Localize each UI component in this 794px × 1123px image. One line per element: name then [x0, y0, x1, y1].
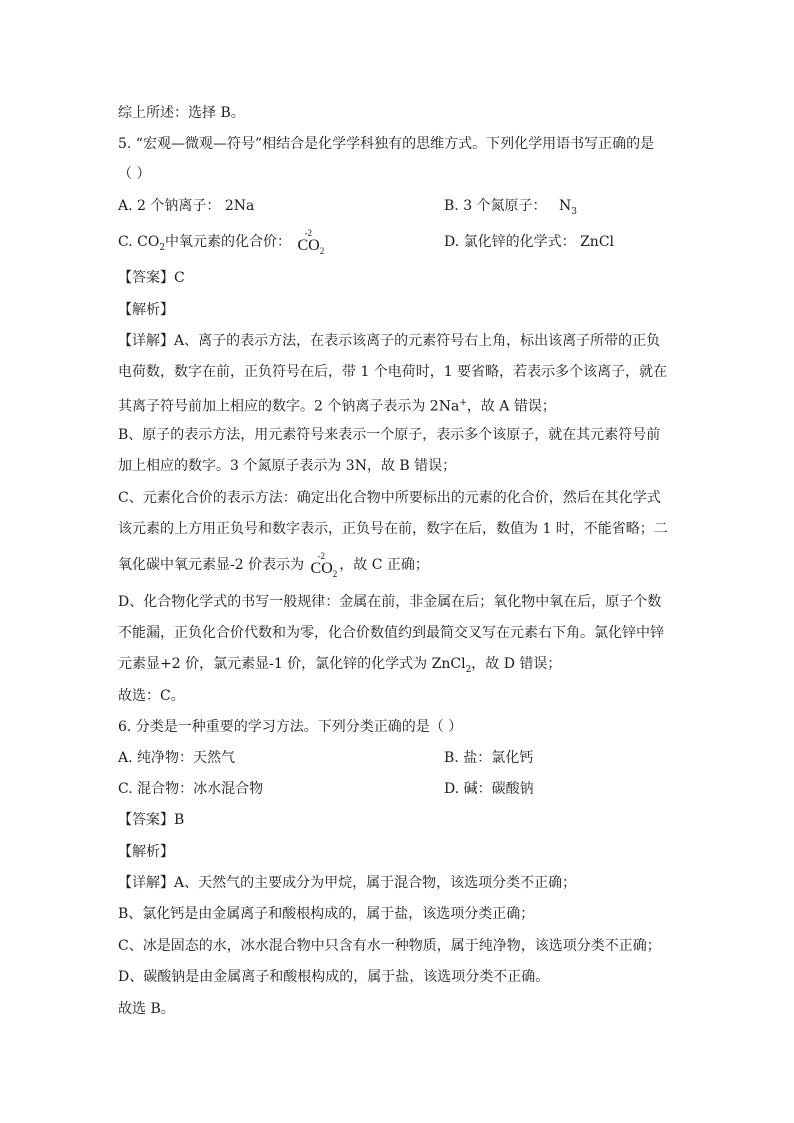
- co2-valence-notation-2: [310, 551, 338, 584]
- detail-5-line-3a: 其离子符号前加上相应的数字。2 个钠离子表示为 2Na: [118, 398, 460, 415]
- question-6-option-d: D. 碱：碳酸钠: [444, 781, 534, 797]
- option-c-pre: C. CO: [118, 234, 160, 250]
- question-6-option-a: A. 纯净物：天然气: [118, 750, 236, 766]
- answer-5: 【答案】C: [118, 270, 185, 286]
- detail-5-line-8b: ，故 C 正确；: [339, 557, 429, 573]
- detail-5-line-5: 加上相应的数字。3 个氮原子表示为 3N，故 B 错误；: [118, 458, 457, 474]
- detail-5-line-4: B、原子的表示方法，用元素符号来表示一个原子，表示多个该原子，就在其元素符号前: [118, 427, 661, 443]
- question-5-option-c: [118, 228, 326, 261]
- detail-6-line-1: 【详解】A、天然气的主要成分为甲烷，属于混合物，该选项分类不正确；: [118, 875, 577, 891]
- chem-sub-2: 2: [332, 569, 338, 580]
- question-5-option-a: A. 2 个钠离子： 2Na: [118, 198, 255, 214]
- valence-mark: -2: [304, 228, 312, 238]
- chem-formula-2: CO: [310, 560, 333, 577]
- sodium-charge: +: [459, 398, 467, 408]
- detail-5-line-8: [118, 551, 429, 584]
- option-c-sub: 2: [159, 242, 166, 253]
- co2-valence-notation: [297, 228, 325, 261]
- detail-5-line-1: 【详解】A、离子的表示方法，在表示该离子的元素符号右上角，标出该离子所带的正负: [118, 333, 661, 349]
- option-b-formula: N: [559, 198, 572, 214]
- question-5-option-d: D. 氯化锌的化学式： ZnCl: [444, 234, 615, 250]
- question-5-blank: （ ）: [118, 166, 151, 182]
- zncl2-sub: 2: [465, 664, 472, 675]
- chem-sub: 2: [319, 246, 325, 257]
- detail-5-line-3b: ，故 A 错误；: [466, 398, 556, 415]
- analysis-6: 【解析】: [118, 844, 174, 860]
- detail-6-line-2: B、氯化钙是由金属离子和酸根构成的，属于盐，该选项分类正确；: [118, 906, 535, 922]
- pick-5: 故选：C。: [118, 688, 185, 704]
- pick-6: 故选 B。: [118, 1001, 175, 1017]
- option-c-mid: 中氧元素的化合价：: [165, 234, 292, 250]
- detail-6-line-4: D、碳酸钠是由金属离子和酸根构成的，属于盐，该选项分类不正确。: [118, 969, 550, 985]
- detail-5-line-7: 该元素的上方用正负号和数字表示，正负号在前，数字在后，数值为 1 时，不能省略；二: [118, 521, 668, 537]
- option-b-prefix: B. 3 个氮原子：: [444, 198, 547, 214]
- detail-5-line-11a: 元素显+2 价，氯元素显-1 价，氯化锌的化学式为 ZnCl: [118, 656, 466, 672]
- option-b-sub: 3: [571, 206, 577, 217]
- detail-5-line-2: 电荷数，数字在前，正负符号在后，带 1 个电荷时，1 要省略，若表示多个该离子，就在: [118, 364, 668, 380]
- answer-6: 【答案】B: [118, 812, 185, 828]
- chem-formula: CO: [297, 237, 320, 254]
- detail-6-line-3: C、冰是固态的水，冰水混合物中只含有水一种物质，属于纯净物，该选项分类不正确；: [118, 938, 661, 954]
- detail-5-line-11: [118, 654, 561, 680]
- question-6-stem: 6. 分类是一种重要的学习方法。下列分类正确的是（ ）: [118, 719, 463, 735]
- question-6-option-c: C. 混合物：冰水混合物: [118, 781, 264, 797]
- detail-5-line-6: C、元素化合价的表示方法：确定出化合物中所要标出的元素的化合价，然后在其化学式: [118, 490, 661, 506]
- detail-5-line-10: 不能漏，正负化合价代数和为零，化合价数值约到最简交叉写在元素右下角。氯化锌中锌: [118, 625, 664, 641]
- question-5-stem: 5. “宏观—微观—符号”相结合是化学学科独有的思维方式。下列化学用语书写正确的是: [118, 136, 655, 152]
- analysis-5: 【解析】: [118, 302, 174, 318]
- question-5-option-b: [444, 196, 577, 222]
- valence-mark-2: -2: [317, 551, 326, 561]
- summary-line: 综上所述：选择 B。: [118, 105, 245, 121]
- detail-5-line-8a: 氧化碳中氧元素显-2 价表示为: [118, 557, 305, 573]
- question-6-option-b: B. 盐：氯化钙: [444, 750, 534, 766]
- detail-5-line-3: [118, 393, 556, 417]
- detail-5-line-11b: ，故 D 错误；: [471, 656, 562, 672]
- detail-5-line-9: D、化合物化学式的书写一般规律：金属在前，非金属在后；氧化物中氧在后，原子个数: [118, 594, 662, 610]
